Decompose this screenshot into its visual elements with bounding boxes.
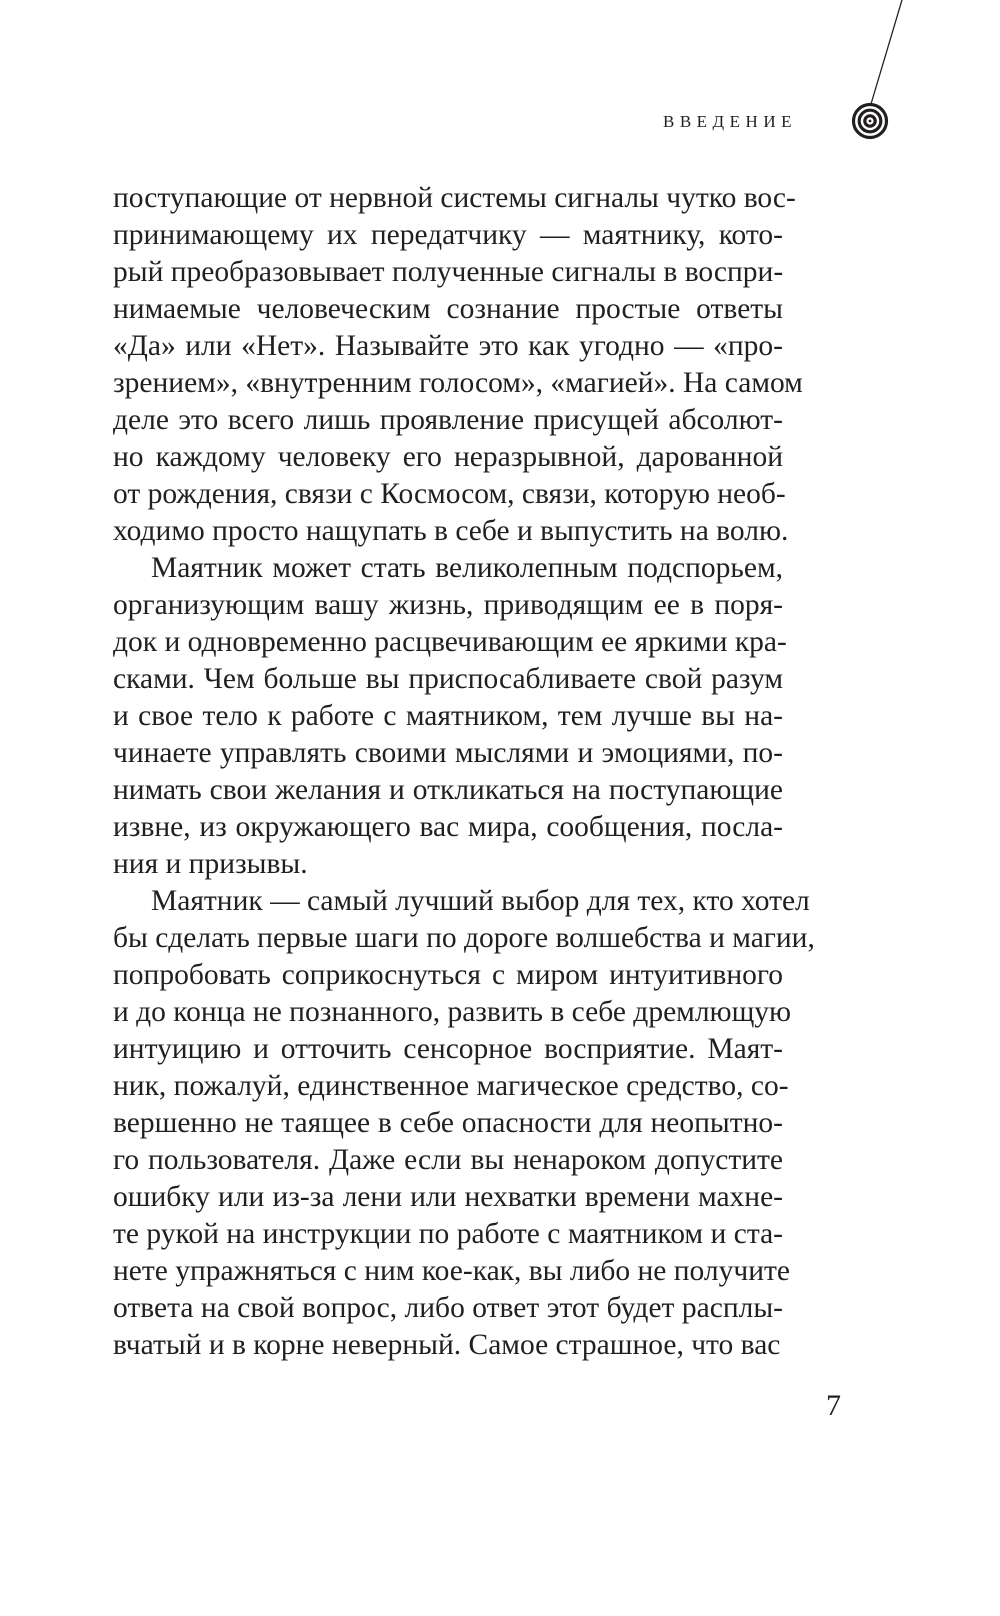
text-line: нимаемые человеческим сознание простые ответы: [113, 293, 783, 325]
text-line: Маятник может стать великолепным подспорьем,: [151, 552, 783, 584]
text-line: ошибку или из-за лени или нехватки времени махне-: [113, 1181, 783, 1213]
text-line: принимающему их передатчику — маятнику, кото-: [113, 219, 783, 251]
running-head: ВВЕДЕНИЕ: [663, 112, 797, 131]
text-line: от рождения, связи с Космосом, связи, которую необ-: [113, 478, 786, 510]
text-line: деле это всего лишь проявление присущей абсолют-: [113, 404, 783, 436]
text-line: сками. Чем больше вы приспосабливаете свой разум: [113, 663, 783, 695]
text-line: нимать свои желания и откликаться на поступающие: [113, 774, 783, 806]
text-line: вершенно не таящее в себе опасности для неопытно-: [113, 1107, 783, 1139]
paragraph: [113, 180, 803, 550]
text-line: вчатый и в корне неверный. Самое страшное, что вас: [113, 1329, 781, 1361]
text-line: попробовать соприкоснуться с миром интуитивного: [113, 959, 783, 991]
paragraph: [113, 550, 787, 883]
text-line: поступающие от нервной системы сигналы чутко вос-: [113, 182, 796, 214]
text-line: нете упражняться с ним кое-как, вы либо не получите: [113, 1255, 791, 1287]
pendulum-string: [871, 0, 902, 104]
text-line: и свое тело к работе с маятником, тем лучше вы на-: [113, 700, 783, 732]
text-line: Маятник — самый лучший выбор для тех, кто хотел: [151, 885, 810, 917]
text-line: но каждому человеку его неразрывной, дарованной: [113, 441, 783, 473]
text-line: «Да» или «Нет». Называйте это как угодно — «про-: [113, 330, 783, 362]
text-line: ответа на свой вопрос, либо ответ этот будет расплы-: [113, 1292, 783, 1324]
page-number: 7: [826, 1389, 841, 1422]
text-line: организующим вашу жизнь, приводящим ее в поря-: [113, 589, 783, 621]
text-line: бы сделать первые шаги по дороге волшебства и магии,: [113, 922, 815, 954]
paragraph: [113, 883, 815, 1364]
text-line: ния и призывы.: [113, 848, 308, 880]
body-text: [113, 180, 815, 1364]
text-line: го пользователя. Даже если вы ненароком допустите: [113, 1144, 783, 1176]
text-line: ник, пожалуй, единственное магическое средство, со-: [113, 1070, 789, 1102]
text-line: и до конца не познанного, развить в себе дремлющую: [113, 996, 792, 1028]
text-line: ходимо просто нащупать в себе и выпустить на волю.: [113, 515, 789, 547]
text-line: рый преобразовывает полученные сигналы в воспри-: [113, 256, 784, 288]
text-line: интуицию и отточить сенсорное восприятие. Маят-: [113, 1033, 783, 1065]
text-line: извне, из окружающего вас мира, сообщения, посла-: [113, 811, 783, 843]
text-line: док и одновременно расцвечивающим ее яркими кра-: [113, 626, 787, 658]
pendulum-spiral-icon: [0, 0, 1000, 160]
text-line: зрением», «внутренним голосом», «магией». На самом: [113, 367, 803, 399]
text-line: чинаете управлять своими мыслями и эмоциями, по-: [113, 737, 783, 769]
text-line: те рукой на инструкции по работе с маятником и ста-: [113, 1218, 783, 1250]
